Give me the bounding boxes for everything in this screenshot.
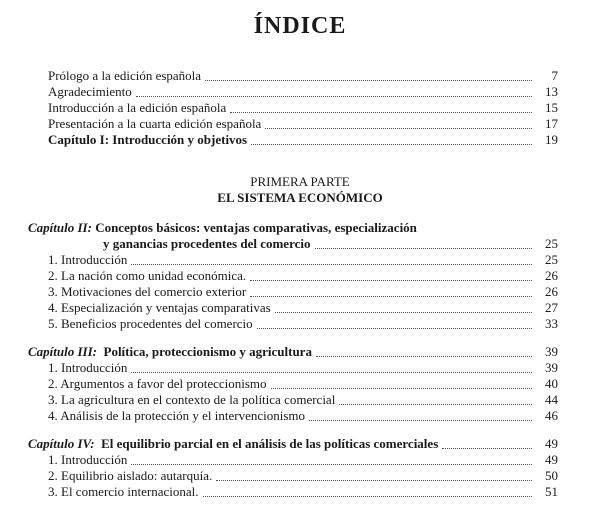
chapter-prefix: Capítulo II: [28, 220, 92, 235]
toc-subentry-label: 5. Beneficios procedentes del comercio [48, 316, 253, 331]
dot-leader [131, 264, 532, 265]
dot-leader [131, 372, 532, 373]
dot-leader [216, 480, 532, 481]
toc-subentry [48, 408, 558, 424]
dot-leader [275, 312, 532, 313]
toc-subentry [48, 252, 558, 268]
chapter-title: El equilibrio parcial en el análisis de las políticas comerciales [101, 436, 439, 451]
dot-leader [131, 464, 532, 465]
toc-subentry [48, 468, 558, 484]
toc-entry-page: 15 [545, 100, 558, 115]
chapter-page: 39 [545, 344, 558, 359]
chapter-2-heading [28, 220, 568, 236]
toc-subentry-page: 39 [545, 360, 558, 375]
dot-leader [203, 496, 532, 497]
toc-subentry-page: 50 [545, 468, 558, 483]
part-label: PRIMERA PARTE [250, 174, 350, 189]
dot-leader [136, 96, 532, 97]
toc-entry-page: 13 [545, 84, 558, 99]
dot-leader [309, 420, 532, 421]
dot-leader [250, 280, 532, 281]
toc-subentry [48, 376, 558, 392]
toc-entry-label: Introducción a la edición española [48, 100, 227, 115]
dot-leader [205, 80, 532, 81]
chapter-page: 49 [545, 436, 558, 451]
toc-subentry [48, 360, 558, 376]
toc-subentry-page: 33 [545, 316, 558, 331]
toc-entry-label: Agradecimiento [48, 84, 132, 99]
chapter-title: Conceptos básicos: ventajas comparativas, especialización [95, 220, 417, 235]
toc-subentry-page: 27 [545, 300, 558, 315]
toc-subentry-label: 4. Especialización y ventajas comparativas [48, 300, 271, 315]
toc-subentry-label: 2. Equilibrio aislado: autarquía. [48, 468, 213, 483]
toc-subentry-page: 49 [545, 452, 558, 467]
toc-subentry-page: 46 [545, 408, 558, 423]
toc-subentry [48, 316, 558, 332]
toc-subentry [48, 452, 558, 468]
chapter-prefix: Capítulo IV: [28, 436, 95, 451]
toc-subentry-label: 2. Argumentos a favor del proteccionismo [48, 376, 267, 391]
toc-entry-page: 7 [551, 68, 558, 83]
toc-entry-label: Presentación a la cuarta edición española [48, 116, 262, 131]
chapter-title: Política, proteccionismo y agricultura [103, 344, 312, 359]
dot-leader [265, 128, 532, 129]
dot-leader [250, 296, 532, 297]
dot-leader [316, 356, 532, 357]
chapter-prefix: Capítulo III: [28, 344, 97, 359]
chapter-heading-text [28, 436, 438, 452]
dot-leader [339, 404, 532, 405]
toc-subentry [48, 268, 558, 284]
chapter-4-heading [28, 436, 558, 452]
chapter-title-cont: y ganancias procedentes del comercio [103, 236, 311, 251]
toc-subentry-label: 1. Introducción [48, 360, 128, 375]
toc-subentry-label: 1. Introducción [48, 252, 128, 267]
toc-subentry-label: 4. Análisis de la protección y el intervencionismo [48, 408, 306, 423]
toc-entry-page: 17 [545, 116, 558, 131]
toc-subentry-page: 26 [545, 268, 558, 283]
dot-leader [257, 328, 532, 329]
dot-leader [251, 144, 532, 145]
toc-subentry [48, 284, 558, 300]
toc-subentry-label: 1. Introducción [48, 452, 128, 467]
toc-subentry-page: 51 [545, 484, 558, 499]
part-title: EL SISTEMA ECONÓMICO [217, 190, 383, 205]
dot-leader [230, 112, 532, 113]
toc-entry-page: 19 [545, 132, 558, 147]
toc-entry-label: Prólogo a la edición española [48, 68, 202, 83]
toc-entry [48, 84, 558, 100]
toc-subentry-page: 44 [545, 392, 558, 407]
chapter-heading-text [28, 344, 312, 360]
toc-subentry-page: 25 [545, 252, 558, 267]
toc-entry-label: Capítulo I: Introducción y objetivos [48, 132, 248, 147]
toc-entry [48, 116, 558, 132]
toc-entry [48, 68, 558, 84]
page-title: ÍNDICE [253, 13, 347, 39]
toc-subentry [48, 484, 558, 500]
chapter-page: 25 [545, 236, 558, 251]
dot-leader [271, 388, 532, 389]
toc-subentry-label: 3. El comercio internacional. [48, 484, 199, 499]
toc-entry [48, 100, 558, 116]
chapter-3-heading [28, 344, 558, 360]
chapter-2-heading-cont [103, 236, 558, 252]
toc-entry-chapter-1 [48, 132, 558, 148]
toc-subentry-label: 3. Motivaciones del comercio exterior [48, 284, 247, 299]
toc-subentry-label: 2. La nación como unidad económica. [48, 268, 247, 283]
toc-subentry-page: 40 [545, 376, 558, 391]
toc-subentry-page: 26 [545, 284, 558, 299]
dot-leader [442, 448, 532, 449]
toc-subentry-label: 3. La agricultura en el contexto de la política comercial [48, 392, 336, 407]
toc-subentry [48, 300, 558, 316]
dot-leader [315, 248, 533, 249]
toc-subentry [48, 392, 558, 408]
